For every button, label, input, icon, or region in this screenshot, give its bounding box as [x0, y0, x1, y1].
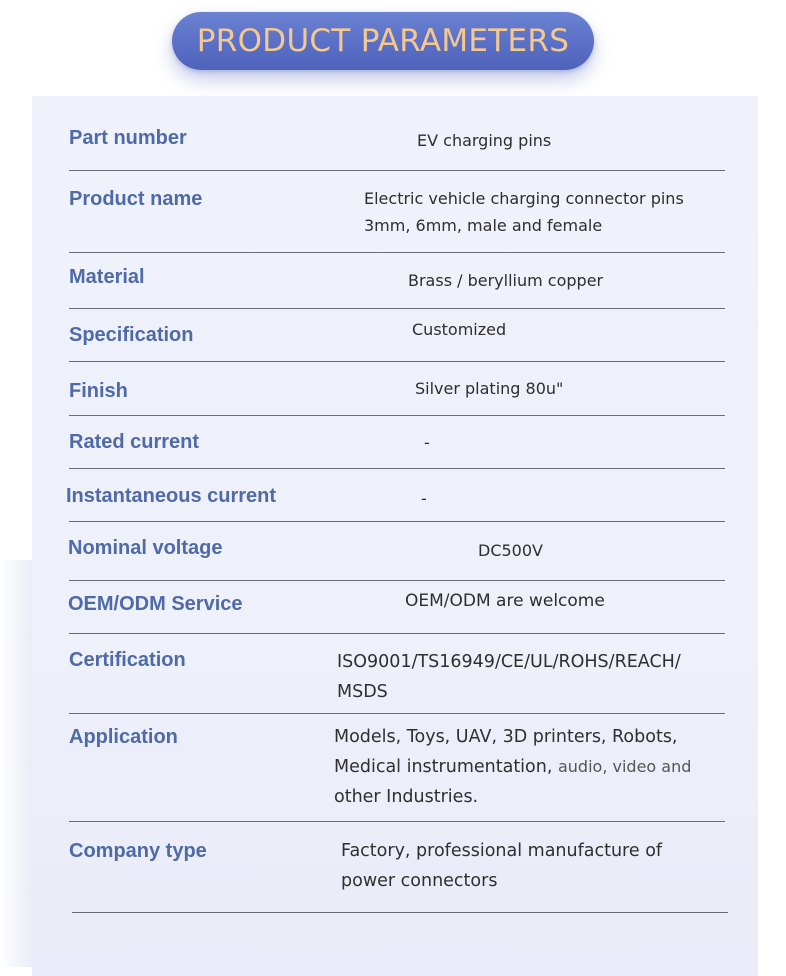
row-divider	[69, 713, 725, 714]
row-divider	[69, 580, 725, 581]
param-value-certification-line2: MSDS	[337, 682, 388, 702]
param-value-instantaneous-current: -	[421, 489, 427, 508]
param-value-specification: Customized	[412, 320, 507, 339]
row-divider	[69, 308, 725, 309]
param-label-instantaneous-current: Instantaneous current	[66, 485, 277, 507]
row-divider	[69, 252, 725, 253]
param-value-nominal-voltage: DC500V	[478, 541, 543, 560]
param-label-finish: Finish	[69, 380, 128, 402]
param-value-product-name-line1: Electric vehicle charging connector pins	[364, 189, 684, 208]
parameters-panel	[32, 96, 758, 976]
param-label-company-type: Company type	[69, 840, 207, 862]
param-value-oem-odm: OEM/ODM are welcome	[405, 591, 605, 611]
param-value-part-number: EV charging pins	[417, 131, 552, 150]
param-label-product-name: Product name	[69, 188, 203, 210]
param-label-specification: Specification	[69, 324, 194, 346]
row-divider	[69, 361, 725, 362]
param-value-product-name-line2: 3mm, 6mm, male and female	[364, 216, 603, 235]
row-divider	[69, 633, 725, 634]
row-divider	[69, 521, 725, 522]
param-value-finish: Silver plating 80u"	[415, 379, 564, 398]
row-divider	[72, 912, 728, 913]
param-value-application-line3: other Industries.	[334, 787, 479, 807]
param-value-company-type-line2: power connectors	[341, 871, 498, 891]
param-value-rated-current: -	[424, 433, 430, 452]
param-value-application-line1: Models, Toys, UAV, 3D printers, Robots,	[334, 727, 678, 747]
param-value-application-line2a: Medical instrumentation,	[334, 757, 553, 777]
param-label-material: Material	[69, 266, 145, 288]
row-divider	[69, 821, 725, 822]
param-label-certification: Certification	[69, 649, 186, 671]
title-banner	[172, 12, 594, 70]
param-value-company-type-line1: Factory, professional manufacture of	[341, 841, 663, 861]
param-value-application-line2	[334, 752, 691, 782]
param-label-application: Application	[69, 726, 178, 748]
param-value-certification-line1: ISO9001/TS16949/CE/UL/ROHS/REACH/	[337, 652, 681, 672]
param-label-oem-odm: OEM/ODM Service	[68, 593, 243, 615]
param-label-part-number: Part number	[69, 127, 187, 149]
row-divider	[69, 170, 725, 171]
row-divider	[69, 415, 725, 416]
param-value-material: Brass / beryllium copper	[408, 271, 604, 290]
page-title: PRODUCT PARAMETERS	[196, 23, 570, 59]
param-value-application-line2b: audio, video and	[557, 757, 692, 776]
param-label-nominal-voltage: Nominal voltage	[68, 537, 223, 559]
row-divider	[69, 468, 725, 469]
param-label-rated-current: Rated current	[69, 431, 200, 453]
